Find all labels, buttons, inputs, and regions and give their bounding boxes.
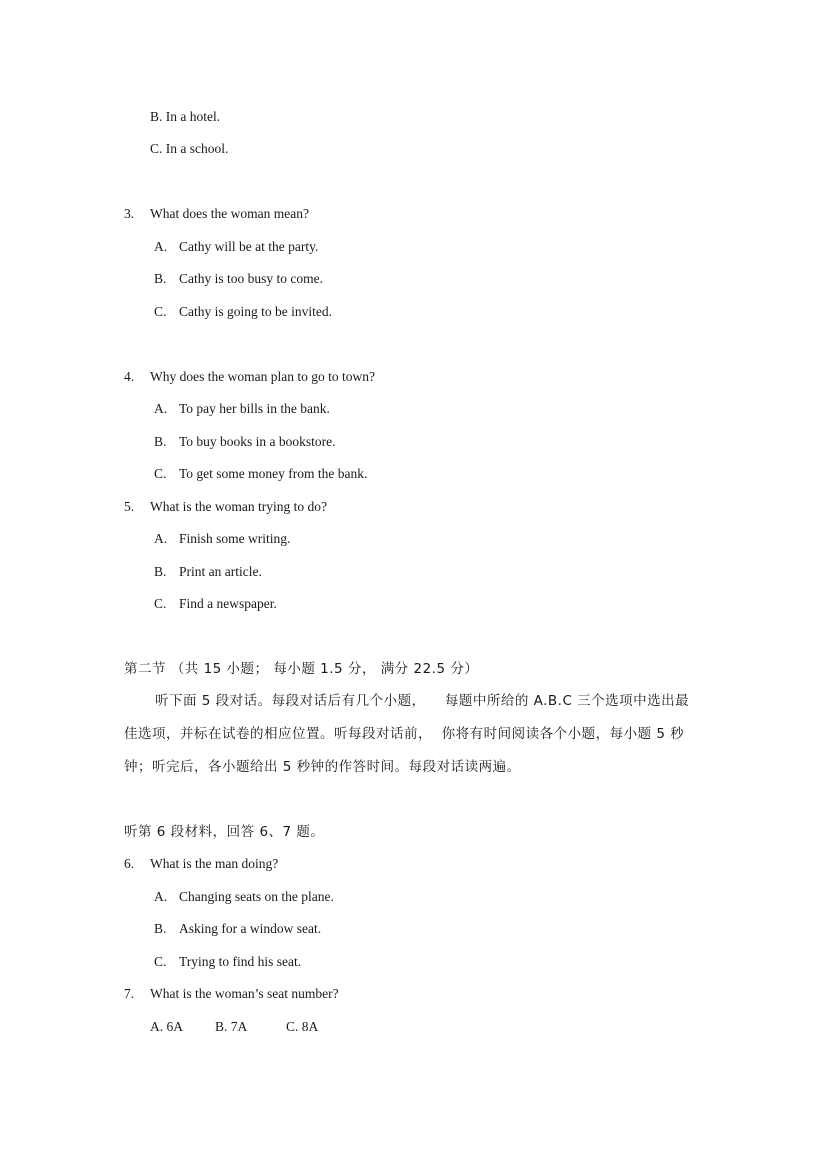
question-6-option-text: Trying to find his seat. [179,954,302,969]
section-2-instructions-line: 听下面 5 段对话。每段对话后有几个小题， 每题中所给的 A.B.C 三个选项中选出最 [155,693,690,709]
question-6-option-text: Changing seats on the plane. [179,889,334,904]
question-3-number: 3. [124,206,135,221]
question-3-option-letter: B. [154,271,167,286]
question-4-option-text: To get some money from the bank. [179,466,368,481]
question-3-option-text: Cathy will be at the party. [179,239,319,254]
question-6-option-letter: C. [154,954,167,969]
question-3-text: What does the woman mean? [150,206,309,221]
question-3-option-letter: A. [154,239,168,254]
material-6-intro: 听第 6 段材料，回答 6、7 题。 [124,824,325,840]
question-5-option-text: Finish some writing. [179,531,291,546]
section-2-instructions-line: 佳选项，并标在试卷的相应位置。听每段对话前， 你将有时间阅读各个小题，每小题 5 秒 [124,726,685,742]
question-7-option: C. 8A [286,1019,319,1034]
question-4-option-text: To buy books in a bookstore. [179,434,336,449]
question-5-option-letter: A. [154,531,168,546]
question-3-option-letter: C. [154,304,167,319]
question-4-option-letter: B. [154,434,167,449]
question-5-option-letter: B. [154,564,167,579]
question-6-option-text: Asking for a window seat. [179,921,322,936]
question-4-option-letter: C. [154,466,167,481]
question-5-option-text: Print an article. [179,564,262,579]
question-4-number: 4. [124,369,135,384]
question-7-option: A. 6A [150,1019,183,1034]
question-4-option-text: To pay her bills in the bank. [179,401,330,416]
question-6-text: What is the man doing? [150,856,279,871]
question-7-number: 7. [124,986,135,1001]
question-6-option-letter: A. [154,889,168,904]
question-5-number: 5. [124,499,135,514]
question-5-option-text: Find a newspaper. [179,596,277,611]
question-5-text: What is the woman trying to do? [150,499,327,514]
section-2-instructions-line: 钟；听完后，各小题给出 5 秒钟的作答时间。每段对话读两遍。 [124,759,521,775]
section-2-heading: 第二节 （共 15 小题； 每小题 1.5 分， 满分 22.5 分） [124,661,479,677]
question-6-number: 6. [124,856,135,871]
question-7-text: What is the woman’s seat number? [150,986,339,1001]
prev-option-c: C. In a school. [150,141,229,156]
question-3-option-text: Cathy is too busy to come. [179,271,323,286]
question-4-text: Why does the woman plan to go to town? [150,369,375,384]
question-5-option-letter: C. [154,596,167,611]
question-3-option-text: Cathy is going to be invited. [179,304,332,319]
question-4-option-letter: A. [154,401,168,416]
prev-option-b: B. In a hotel. [150,109,221,124]
question-7-option: B. 7A [215,1019,248,1034]
question-6-option-letter: B. [154,921,167,936]
